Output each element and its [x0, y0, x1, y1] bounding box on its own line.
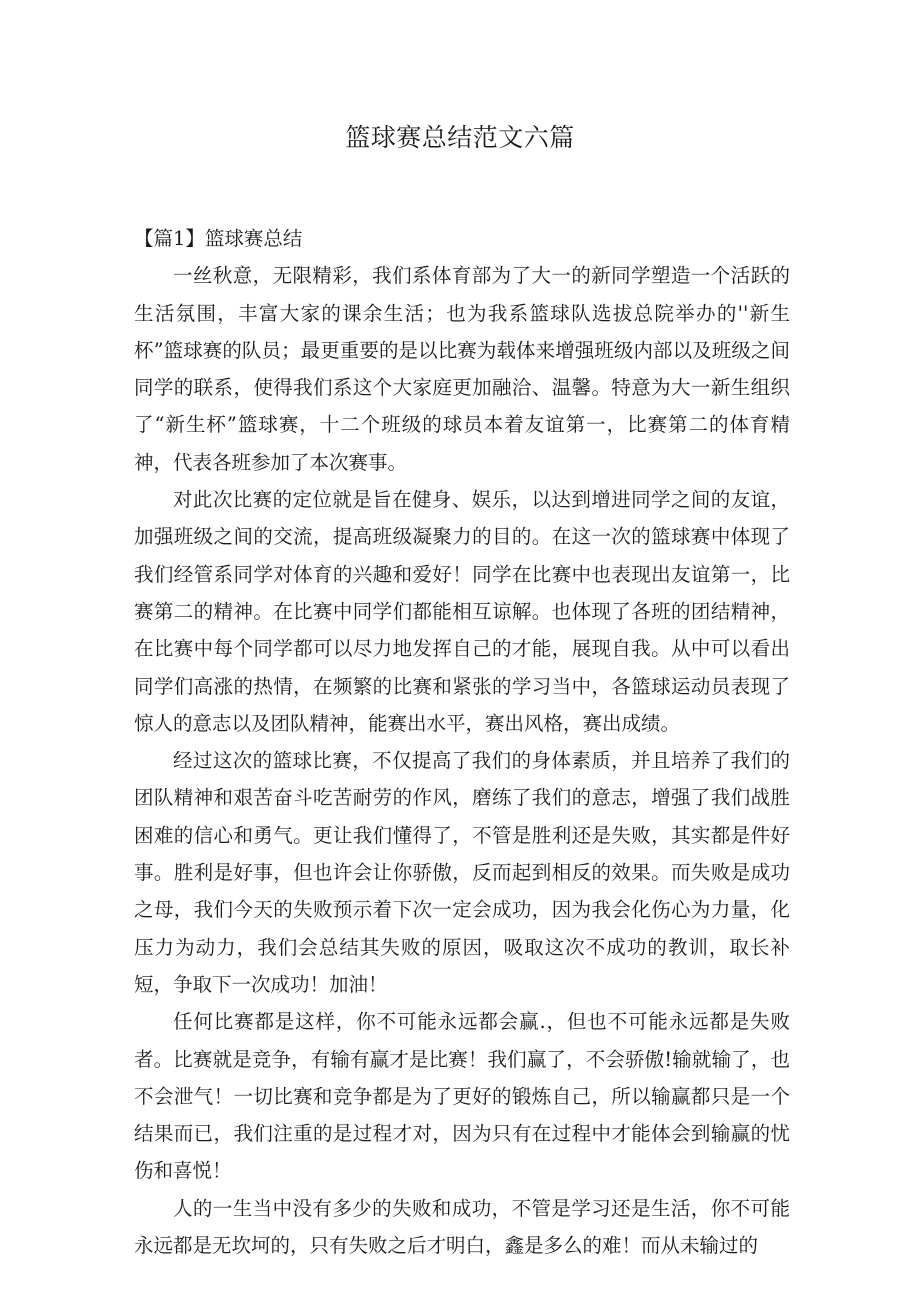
document-title: 篮球赛总结范文六篇 [345, 123, 575, 152]
paragraph: 人的一生当中没有多少的失败和成功，不管是学习还是生活，你不可能永远都是无坎坷的，只有失败之后才明白，鑫是多么的难！而从未输过的 [134, 1196, 790, 1258]
section-heading: 【篇1】篮球赛总结 [134, 227, 303, 250]
paragraph: 任何比赛都是这样，你不可能永远都会赢.，但也不可能永远都是失败者。比赛就是竞争，有输有赢才是比赛！我们赢了，不会骄傲!输就输了，也不会泄气！一切比赛和竞争都是为了更好的锻炼自己，所以输赢都只是一个结果而已，我们注重的是过程才对，因为只有在过程中才能体会到输赢的忧伤和喜悦！ [134, 1010, 790, 1183]
paragraph: 经过这次的篮球比赛，不仅提高了我们的身体素质，并且培养了我们的团队精神和艰苦奋斗吃苦耐劳的作风，磨练了我们的意志，增强了我们战胜困难的信心和勇气。更让我们懂得了，不管是胜利还是失败，其实都是件好事。胜利是好事，但也许会让你骄傲，反而起到相反的效果。而失败是成功之母，我们今天的失败预示着下次一定会成功，因为我会化伤心为力量，化压力为动力，我们会总结其失败的原因，吸取这次不成功的教训，取长补短，争取下一次成功！加油！ [134, 749, 790, 996]
paragraph: 一丝秋意，无限精彩，我们系体育部为了大一的新同学塑造一个活跃的生活氛围，丰富大家的课余生活；也为我系篮球队选拔总院举办的''新生杯”篮球赛的队员；最更重要的是以比赛为载体来增强班级内部以及班级之间同学的联系，使得我们系这个大家庭更加融洽、温馨。特意为大一新生组织了“新生杯”篮球赛，十二个班级的球员本着友谊第一，比赛第二的体育精神，代表各班参加了本次赛事。 [134, 264, 790, 474]
document-body [134, 220, 790, 1264]
paragraph: 对此次比赛的定位就是旨在健身、娱乐，以达到增进同学之间的友谊，加强班级之间的交流，提高班级凝聚力的目的。在这一次的篮球赛中体现了我们经管系同学对体育的兴趣和爱好！同学在比赛中也表现出友谊第一，比赛第二的精神。在比赛中同学们都能相互谅解。也体现了各班的团结精神，在比赛中每个同学都可以尽力地发挥自己的才能，展现自我。从中可以看出同学们高涨的热情，在频繁的比赛和紧张的学习当中，各篮球运动员表现了惊人的意志以及团队精神，能赛出水平，赛出风格，赛出成绩。 [134, 488, 790, 735]
